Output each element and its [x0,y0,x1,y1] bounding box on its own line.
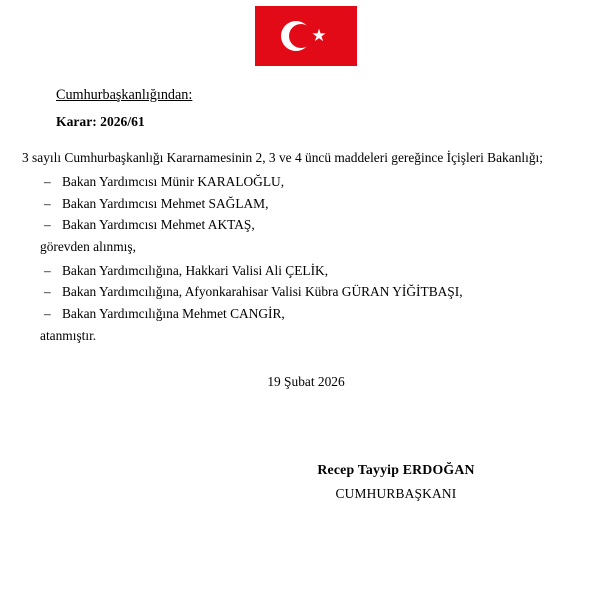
document-body [0,84,612,393]
list-item: – Bakan Yardımcısı Mehmet SAĞLAM, [40,193,590,215]
crescent-inner-shape [289,24,313,48]
signature-title: CUMHURBAŞKANI [335,486,457,501]
dismissed-closing: görevden alınmış, [40,238,136,254]
document-date: 19 Şubat 2026 [267,374,345,390]
appointed-list [22,260,590,325]
list-item: – Bakan Yardımcısı Münir KARALOĞLU, [40,171,590,193]
signature-name: Recep Tayyip ERDOĞAN [317,462,475,477]
dismissed-list [22,171,590,236]
decision-number: Karar: 2026/61 [56,114,145,129]
list-item: – Bakan Yardımcılığına Mehmet CANGİR, [40,303,590,325]
list-item: – Bakan Yardımcılığına, Hakkari Valisi Ali ÇELİK, [40,260,590,282]
page-title: Cumhurbaşkanlığından: [56,87,193,103]
appointed-closing: atanmıştır. [40,327,97,343]
list-item: – Bakan Yardımcılığına, Afyonkarahisar Valisi Kübra GÜRAN YİĞİTBAŞI, [40,281,590,303]
signature-block [0,462,612,502]
intro-paragraph: 3 sayılı Cumhurbaşkanlığı Kararnamesinin 2, 3 ve 4 üncü maddeleri gereğince İçişleri Bakanlığı; [22,150,543,166]
list-item: – Bakan Yardımcısı Mehmet AKTAŞ, [40,214,590,236]
flag-container [0,0,612,66]
star-icon: ★ [311,26,327,46]
turkish-flag-icon [255,6,357,66]
